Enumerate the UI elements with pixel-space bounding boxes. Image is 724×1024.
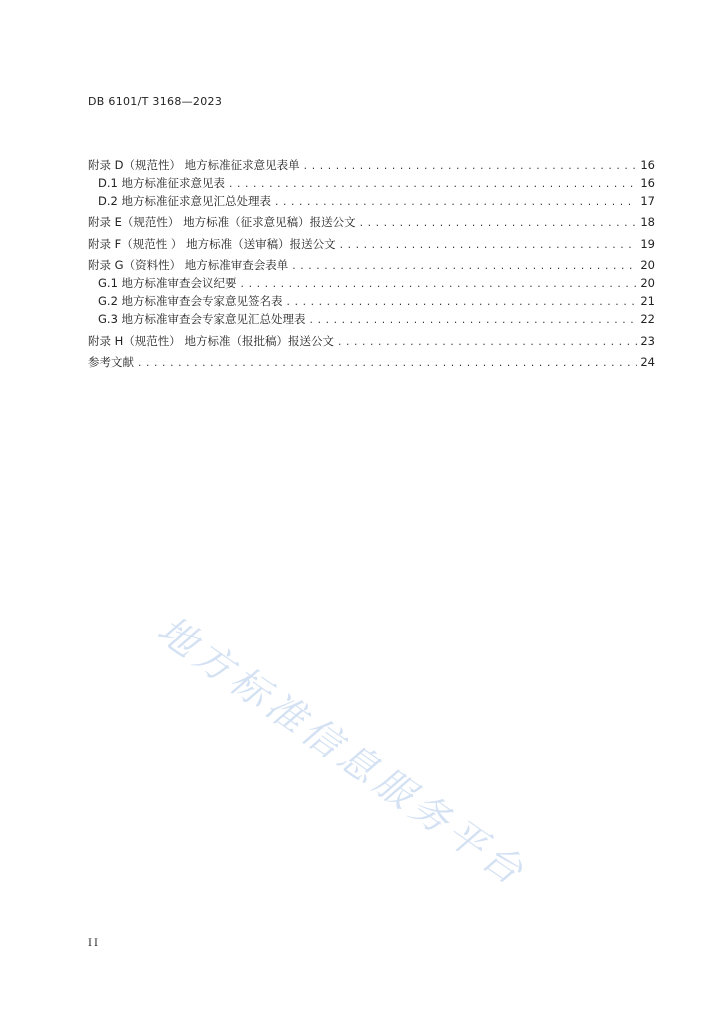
- table-of-contents: [88, 152, 655, 371]
- toc-entry-page: 20: [640, 258, 655, 272]
- toc-entry-label: D.2 地方标准征求意见汇总处理表: [98, 193, 271, 208]
- toc-entry-label: 附录 G（资料性） 地方标准审查会表单: [88, 258, 289, 272]
- toc-entry[interactable]: [88, 174, 655, 192]
- toc-entry-label: 附录 H（规范性） 地方标准（报批稿）报送公文: [88, 333, 334, 348]
- toc-entry-label: G.3 地方标准审查会专家意见汇总处理表: [98, 312, 306, 326]
- toc-leader-dots: [339, 237, 638, 255]
- toc-entry-label: 附录 D（规范性） 地方标准征求意见表单: [88, 157, 300, 172]
- toc-leader-dots: [303, 158, 638, 176]
- toc-entry-page: 20: [640, 276, 655, 290]
- toc-entry-page: 16: [640, 175, 655, 190]
- toc-entry-label: 参考文献: [88, 355, 134, 369]
- toc-entry[interactable]: [88, 310, 655, 328]
- toc-entry-page: 21: [640, 294, 655, 308]
- toc-entry-page: 19: [640, 236, 655, 251]
- toc-entry-page: 24: [640, 355, 655, 369]
- toc-leader-dots: [274, 194, 637, 212]
- toc-entry[interactable]: [88, 256, 655, 274]
- toc-leader-dots: [359, 215, 638, 233]
- toc-entry-label: D.1 地方标准征求意见表: [98, 175, 225, 190]
- toc-entry[interactable]: [88, 213, 655, 231]
- toc-entry[interactable]: [88, 274, 655, 292]
- toc-leader-dots: [286, 294, 638, 312]
- toc-entry[interactable]: [88, 235, 655, 253]
- watermark: 地方标准信息服务平台: [149, 607, 536, 896]
- toc-leader-dots: [228, 176, 637, 194]
- page-number: II: [88, 938, 100, 949]
- toc-entry-page: 18: [640, 215, 655, 229]
- toc-entry-page: 17: [640, 193, 655, 208]
- toc-entry[interactable]: [88, 156, 655, 174]
- toc-entry[interactable]: [88, 192, 655, 210]
- toc-entry-page: 22: [640, 312, 655, 326]
- toc-entry[interactable]: [88, 292, 655, 310]
- toc-entry-label: G.1 地方标准审查会议纪要: [98, 276, 237, 290]
- standard-number: DB 6101/T 3168—2023: [88, 95, 223, 108]
- toc-entry-page: 23: [640, 333, 655, 348]
- toc-entry-page: 16: [640, 157, 655, 172]
- toc-leader-dots: [291, 258, 637, 276]
- toc-entry[interactable]: [88, 353, 655, 371]
- toc-entry-label: G.2 地方标准审查会专家意见签名表: [98, 294, 283, 308]
- toc-leader-dots: [137, 355, 637, 373]
- toc-entry-label: 附录 F（规范性 ） 地方标准（送审稿）报送公文: [88, 236, 336, 251]
- toc-entry-label: 附录 E（规范性） 地方标准（征求意见稿）报送公文: [88, 215, 356, 229]
- toc-leader-dots: [309, 312, 638, 330]
- toc-leader-dots: [337, 334, 637, 352]
- toc-entry[interactable]: [88, 332, 655, 350]
- toc-leader-dots: [240, 276, 638, 294]
